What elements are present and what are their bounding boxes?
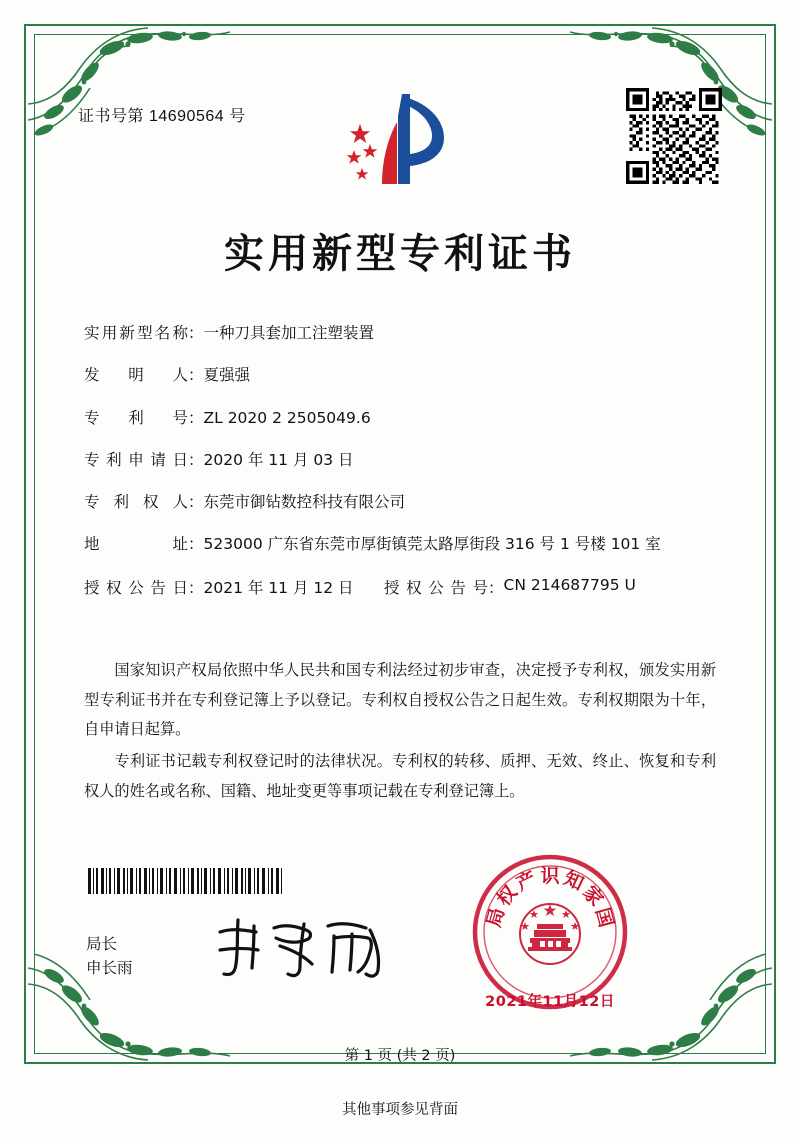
field-list xyxy=(84,322,724,617)
field-grant-row xyxy=(84,576,724,598)
svg-text:知: 知 xyxy=(560,867,587,896)
field-value: 东莞市御钻数控科技有限公司 xyxy=(203,493,406,511)
field-colon: ： xyxy=(188,366,204,385)
field-label: 实用新型名称 xyxy=(84,324,188,342)
grant-date-value: 2021 年 11 月 12 日 xyxy=(203,578,354,597)
grant-date-label: 授权公告日 xyxy=(84,578,188,597)
grant-number-label: 授权公告号 xyxy=(384,578,488,597)
svg-text:局: 局 xyxy=(482,905,509,930)
cnipa-logo-icon xyxy=(340,88,460,196)
qr-code-icon xyxy=(626,88,722,184)
svg-text:权: 权 xyxy=(492,881,522,911)
grant-date-colon: ： xyxy=(188,578,204,597)
handwritten-signature-icon xyxy=(208,912,398,982)
director-name: 申长雨 xyxy=(86,959,133,978)
paragraph-1: 国家知识产权局依照中华人民共和国专利法经过初步审查，决定授予专利权，颁发实用新型专利证书并在专利登记簿上予以登记。专利权自授权公告之日起生效。专利权期限为十年，自申请日起算。 xyxy=(84,661,716,739)
field-label: 发明人 xyxy=(84,366,188,385)
field-patentee xyxy=(84,491,724,514)
svg-text:家: 家 xyxy=(578,881,608,911)
svg-text:产: 产 xyxy=(513,867,540,896)
field-value: 夏强强 xyxy=(203,366,251,385)
field-inventor xyxy=(84,364,724,387)
barcode-icon xyxy=(86,868,284,894)
page-title: 实用新型专利证书 xyxy=(224,231,576,277)
director-title: 局长 xyxy=(86,935,118,953)
signature-block xyxy=(86,932,133,980)
official-seal-icon xyxy=(470,852,630,1012)
page-number: 第 1 页 (共 2 页) xyxy=(344,1048,456,1064)
field-application-date xyxy=(84,449,724,472)
body-text xyxy=(84,656,716,808)
field-value: 523000 广东省东莞市厚街镇莞太路厚街段 316 号 1 号楼 101 室 xyxy=(203,535,661,554)
field-label: 专利申请日 xyxy=(84,450,188,469)
svg-text:国: 国 xyxy=(591,905,618,930)
svg-text:识: 识 xyxy=(540,865,560,887)
field-colon: ： xyxy=(188,408,204,427)
paragraph-2: 专利证书记载专利权登记时的法律状况。专利权的转移、质押、无效、终止、恢复和专利权人的姓名或名称、国籍、地址变更等事项记载在专利登记簿上。 xyxy=(84,751,716,800)
grant-number-value: CN 214687795 U xyxy=(503,575,636,594)
certificate-number: 证书号第 14690564 号 xyxy=(78,108,246,125)
field-label: 地址 xyxy=(84,535,188,554)
field-patent-number xyxy=(84,407,724,430)
field-colon: ： xyxy=(188,450,204,469)
grant-number-colon: ： xyxy=(488,578,504,597)
field-colon: ： xyxy=(188,324,204,342)
field-value: 2020 年 11 月 03 日 xyxy=(203,450,354,469)
seal-date: 2021年11月12日 xyxy=(485,994,615,1010)
field-colon: ： xyxy=(188,493,204,511)
field-label: 专利权人 xyxy=(84,493,188,511)
field-value: 一种刀具套加工注塑装置 xyxy=(203,324,375,342)
field-value: ZL 2020 2 2505049.6 xyxy=(203,408,371,427)
field-address xyxy=(84,533,724,556)
field-label: 专利号 xyxy=(84,408,188,427)
field-invention-name xyxy=(84,322,724,345)
field-colon: ： xyxy=(188,535,204,554)
footer-note: 其他事项参见背面 xyxy=(342,1102,458,1118)
